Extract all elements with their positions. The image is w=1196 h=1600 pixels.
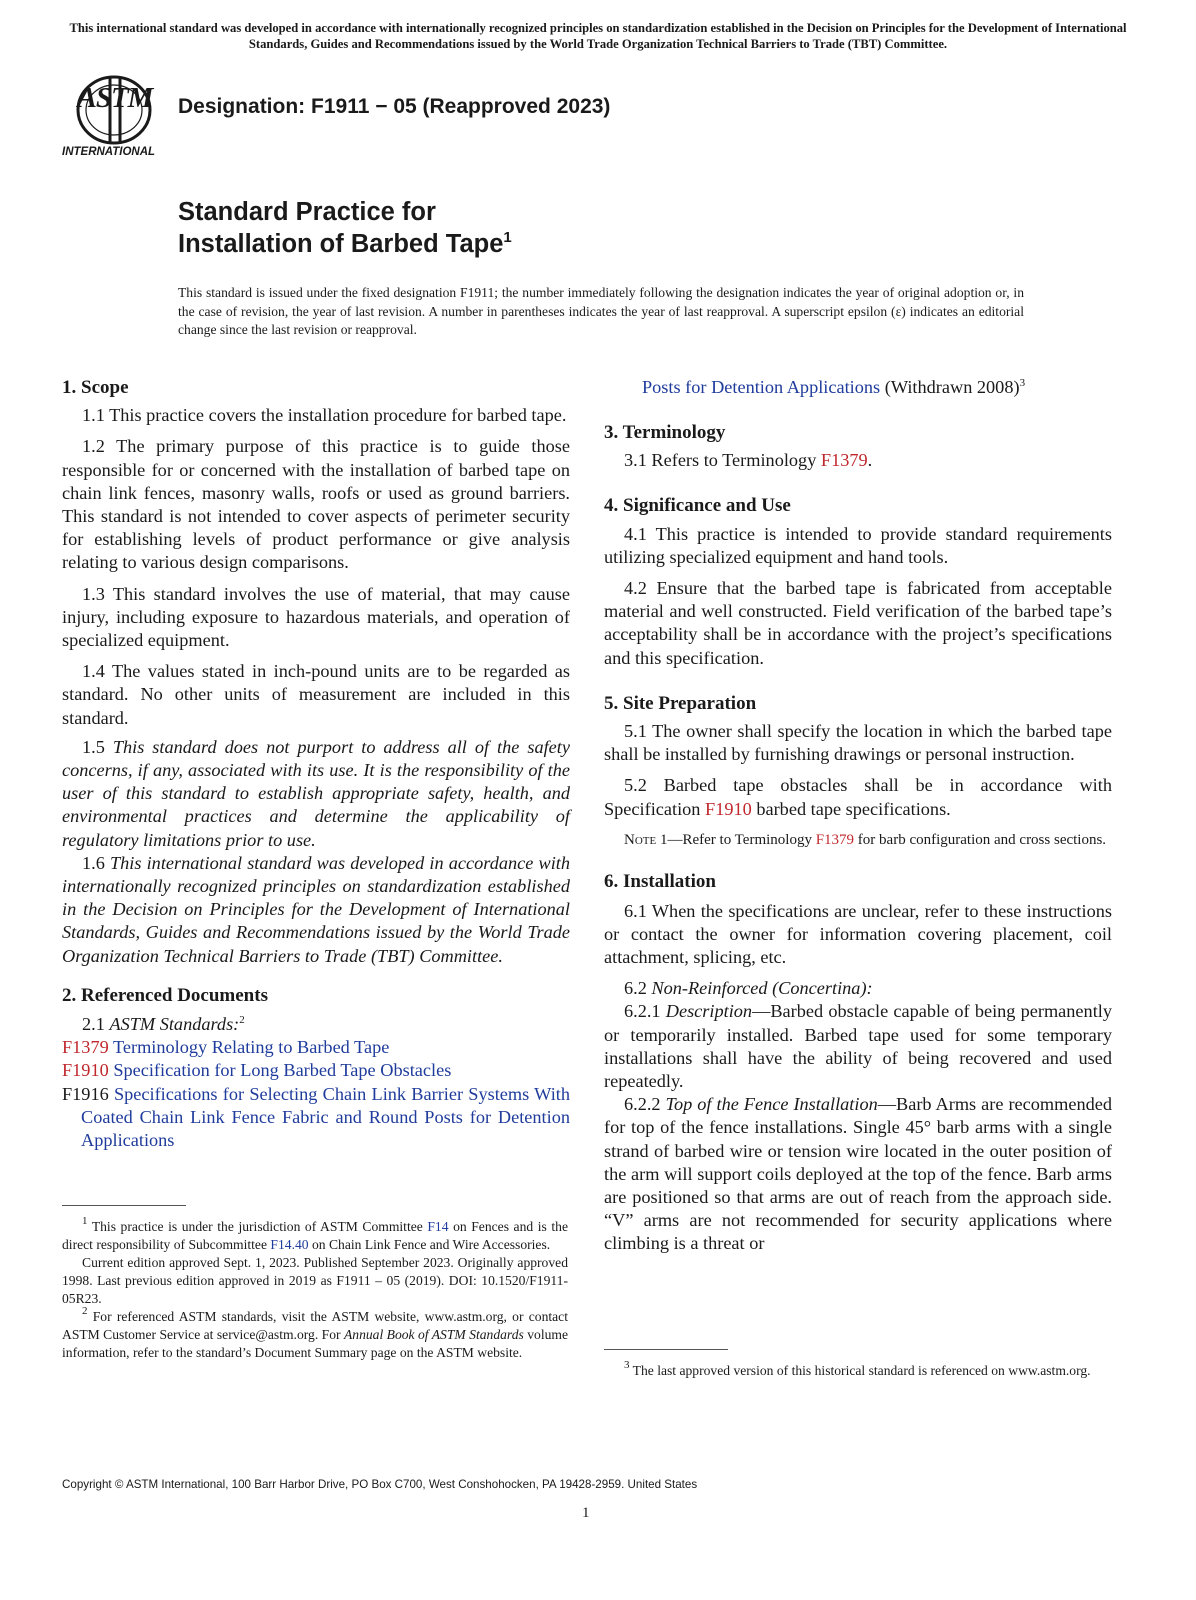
- para-1-5-text: This standard does not purport to address all of the safety concerns, if any, associated with its use. It is the responsibility of the user of this standard to establish appropriate safety, health, and environmental practices and determine the applicability of regulatory limitations prior to use.: [62, 736, 570, 850]
- page-number: 1: [582, 1505, 590, 1521]
- footnote-2-mark: 2: [239, 1014, 245, 1027]
- para-6-2-2-number: 6.2.2: [624, 1094, 661, 1115]
- reference-f1379-title[interactable]: Terminology Relating to Barbed Tape: [112, 1037, 390, 1058]
- para-3-1-period: .: [867, 450, 873, 471]
- footnote-2: [62, 1305, 568, 1362]
- para-3-1-text: 3.1 Refers to Terminology: [624, 450, 817, 471]
- reference-f1916[interactable]: [62, 1083, 570, 1153]
- reference-f1910-code[interactable]: F1910: [62, 1060, 109, 1081]
- footnote-3-mark-bottom: 3: [624, 1359, 630, 1371]
- footnote-rule-right: [604, 1349, 728, 1350]
- reference-f1910-title[interactable]: Specification for Long Barbed Tape Obstacles: [113, 1060, 452, 1081]
- footnote-rule-left: [62, 1205, 186, 1206]
- left-column: [62, 376, 570, 1151]
- para-1-5-number: 1.5: [82, 736, 105, 757]
- footnote-1-edition: Current edition approved Sept. 1, 2023. Published September 2023. Originally approved 1998. Last previous edition approved in 2019 as F1911 – 05 (2019). DOI: 10.1520/F1911-05R23.: [62, 1255, 568, 1306]
- footnote-1-text-a: This practice is under the jurisdiction of ASTM Committee: [91, 1219, 423, 1234]
- para-1-6-number: 1.6: [82, 852, 105, 873]
- para-1-5: [62, 736, 570, 852]
- logo-label: INTERNATIONAL: [62, 146, 156, 158]
- document-title: [178, 196, 512, 260]
- specification-f1910-link[interactable]: F1910: [705, 798, 752, 819]
- para-6-2-1-text: —Barbed obstacle capable of being permanently or temporarily installed. Barbed tape used for some temporary installations shall have the ability of being recovered and used repeatedly.: [604, 1001, 1112, 1091]
- footnote-1-mark: 1: [82, 1215, 88, 1227]
- note-1-text-end: for barb configuration and cross sections.: [857, 831, 1107, 848]
- section-1-heading: 1. Scope: [62, 377, 129, 398]
- footnote-3: [604, 1359, 1110, 1380]
- footnote-1: [62, 1215, 568, 1254]
- para-2-1-number: 2.1: [82, 1014, 105, 1035]
- note-1-text: —Refer to Terminology: [667, 831, 812, 848]
- copyright: Copyright © ASTM International, 100 Barr Harbor Drive, PO Box C700, West Conshohocken, PA 19428-2959. United States: [62, 1478, 698, 1491]
- reference-f1916-withdrawn: (Withdrawn 2008): [884, 377, 1020, 398]
- para-4-1: 4.1 This practice is intended to provide standard requirements utilizing specialized equipment and hand tools.: [604, 523, 1112, 567]
- footnote-2-italic: Annual Book of ASTM Standards: [343, 1327, 524, 1342]
- para-6-2: [604, 977, 1112, 1000]
- para-6-2-1-number: 6.2.1: [624, 1001, 661, 1022]
- section-6-heading: 6. Installation: [604, 871, 716, 893]
- para-1-3: 1.3 This standard involves the use of material, that may cause injury, including exposure to hazardous materials, and operation of specialized equipment.: [62, 583, 570, 651]
- title-line-2: Installation of Barbed Tape: [178, 230, 504, 258]
- para-2-1: [62, 1013, 570, 1036]
- para-1-6-text: This international standard was developed in accordance with internationally recognized principles on standardization established in the Decision on Principles for the Development of International Standards, Guides and Recommendations issued by the World Trade Organization Technical Barriers to Trade (TBT) Committee.: [62, 852, 570, 966]
- footnote-3-mark: 3: [1019, 377, 1026, 390]
- note-1: [604, 831, 1112, 851]
- para-6-2-number: 6.2: [624, 978, 647, 999]
- reference-f1379-code[interactable]: F1379: [62, 1037, 109, 1058]
- right-column: [604, 376, 1112, 1256]
- footnote-1-text-b: on Fences and is the direct responsibility of Subcommittee: [62, 1219, 568, 1252]
- para-6-2-1: [604, 1000, 1112, 1093]
- para-5-2-text-end: barbed tape specifications.: [756, 798, 951, 819]
- title-footnote-mark: 1: [503, 229, 512, 246]
- reference-f1916-part-1: [62, 1083, 570, 1151]
- reference-f1910[interactable]: [62, 1059, 570, 1082]
- designation: Designation: F1911 − 05 (Reapproved 2023): [178, 95, 611, 118]
- logo-letters: ASTM: [77, 82, 153, 114]
- para-6-2-2-text: —Barb Arms are recommended for top of the fence installations. Single 45° barb arms with a single strand of barbed wire or tension wire located in the outer position of the arm will support coils deployed at the top of the fence. Barb arms are positioned so that arms are out of reach from the approach side. “V” arms are not recommended for security applications where climbing is a threat or: [604, 1094, 1112, 1254]
- title-line-1: Standard Practice for: [178, 198, 436, 226]
- footnote-3-text: The last approved version of this historical standard is referenced on www.astm.org.: [632, 1363, 1091, 1378]
- footnote-2-mark-bottom: 2: [82, 1305, 88, 1317]
- top-notice: This international standard was developed in accordance with internationally recognized principles on standardization established in the Decision on Principles for the Development of International Standards, Guides and Recommendations issued by the World Trade Organization Technical Barriers to Trade (TBT) Committee.: [69, 21, 1127, 51]
- para-1-6: [62, 852, 570, 968]
- para-5-2: [604, 774, 1112, 820]
- para-1-2: 1.2 The primary purpose of this practice is to guide those responsible for or concerned with the installation of barbed tape on chain link fences, masonry walls, roofs or used as ground barriers. This standard is not intended to cover aspects of perimeter security for establishing levels of product performance or give analysis relating to various design comparisons.: [62, 436, 570, 573]
- para-6-2-2: [604, 1093, 1112, 1255]
- footnote-2-text-b: volume information, refer to the standard’s Document Summary page on the ASTM website.: [62, 1327, 568, 1360]
- para-1-4: 1.4 The values stated in inch-pound units are to be regarded as standard. No other units of measurement are included in this standard.: [62, 661, 570, 728]
- note-1-label: Note 1: [624, 831, 668, 848]
- reference-f1379[interactable]: [62, 1036, 570, 1059]
- footnote-1-text-c: on Chain Link Fence and Wire Accessories.: [311, 1237, 551, 1252]
- section-2-heading: 2. Referenced Documents: [62, 984, 268, 1006]
- reference-f1916-continued: [604, 376, 1112, 399]
- para-1-1: 1.1 This practice covers the installation procedure for barbed tape.: [82, 405, 567, 426]
- astm-standards-label: ASTM Standards:: [109, 1014, 240, 1035]
- footnotes-left: [62, 1215, 568, 1362]
- issue-note: This standard is issued under the fixed designation F1911; the number immediately following the designation indicates the year of original adoption or, in the case of revision, the year of last revision. A number in parentheses indicates the year of last reapproval. A superscript epsilon (ε) indicates an editorial change since the last revision or reapproval.: [178, 285, 1024, 337]
- subcommittee-f14-40-link[interactable]: F14.40: [270, 1237, 309, 1252]
- para-5-1: 5.1 The owner shall specify the location in which the barbed tape shall be installed by furnishing drawings or personal instruction.: [604, 721, 1112, 765]
- terminology-f1379-link[interactable]: F1379: [820, 450, 868, 471]
- section-4-heading: 4. Significance and Use: [604, 495, 791, 517]
- footnotes-right: [604, 1359, 1110, 1380]
- section-5-heading: 5. Site Preparation: [604, 692, 757, 714]
- reference-f1916-title[interactable]: Specifications for Selecting Chain Link Barrier Systems With Coated Chain Link Fence Fabric and Round Posts for Detention Applications: [81, 1083, 570, 1151]
- committee-f14-link[interactable]: F14: [427, 1219, 449, 1234]
- note-1-f1379-link[interactable]: F1379: [815, 831, 855, 848]
- astm-logo: [62, 70, 168, 166]
- footnote-2-text-a: For referenced ASTM standards, visit the ASTM website, www.astm.org, or contact ASTM Customer Service at service@astm.org. For: [62, 1309, 568, 1342]
- para-6-1: 6.1 When the specifications are unclear, refer to these instructions or contact the owner for information covering placement, coil attachment, splicing, etc.: [604, 900, 1112, 967]
- para-6-2-title: Non-Reinforced (Concertina):: [651, 978, 873, 999]
- section-3-heading: 3. Terminology: [604, 422, 726, 443]
- para-5-2-text: 5.2 Barbed tape obstacles shall be in accordance with Specification: [604, 775, 1112, 819]
- para-4-2: 4.2 Ensure that the barbed tape is fabricated from acceptable material and well constructed. Field verification of the barbed tape’s acceptability shall be in accordance with the project’s specifications and this specification.: [604, 578, 1112, 668]
- para-3-1: [604, 449, 1112, 472]
- reference-f1916-code: F1916: [62, 1083, 109, 1104]
- para-6-2-2-term: Top of the Fence Installation: [665, 1094, 878, 1115]
- para-6-2-1-term: Description: [665, 1001, 753, 1022]
- reference-f1916-continued-text[interactable]: Posts for Detention Applications (Withdrawn 2008)$^3$: [642, 377, 1026, 398]
